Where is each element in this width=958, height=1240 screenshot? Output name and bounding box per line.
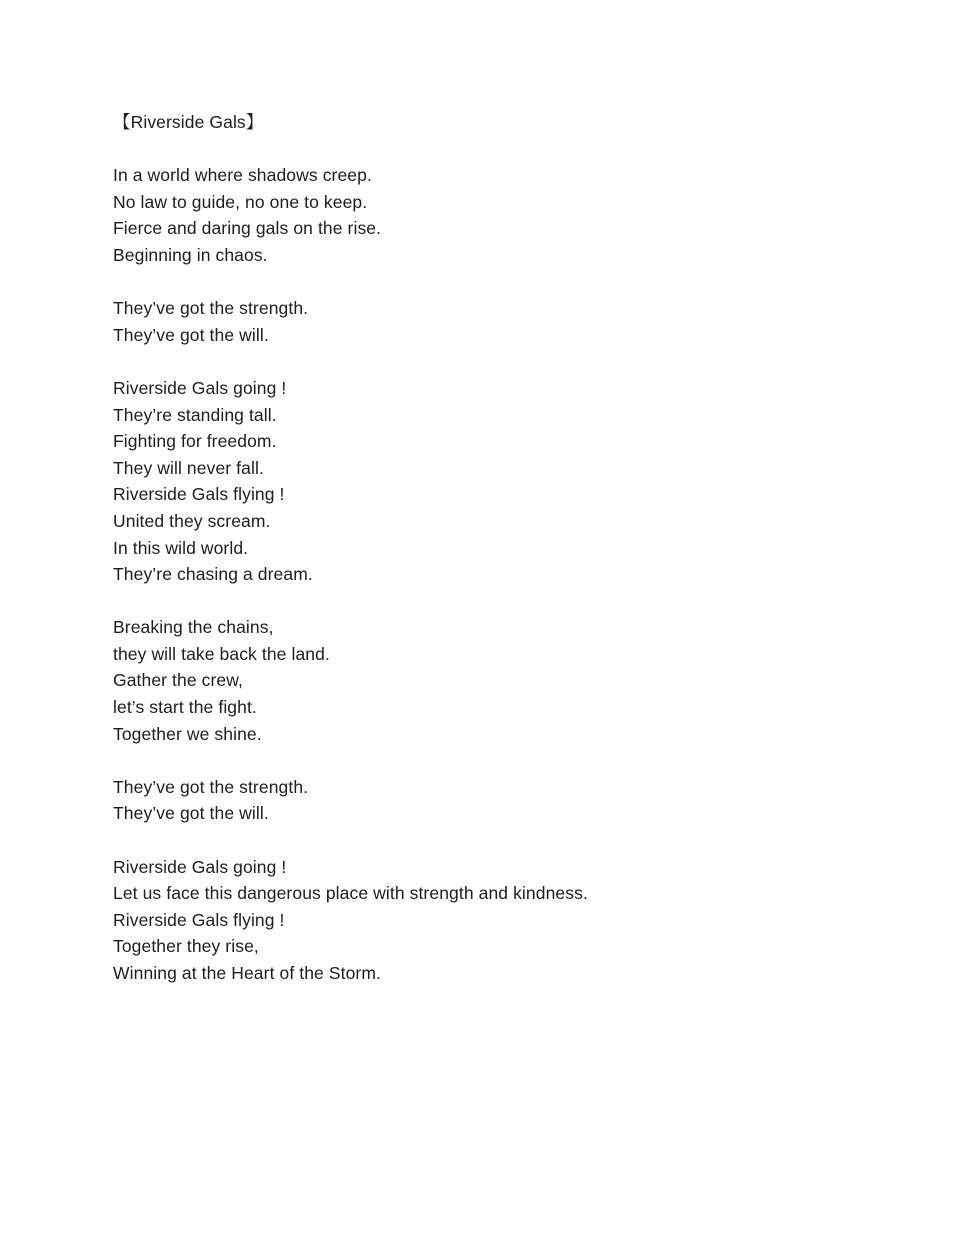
stanza-4 [113,614,913,747]
lyric-line: In a world where shadows creep. [113,165,372,186]
lyric-line: In this wild world. [113,537,249,558]
stanza-gap [113,348,913,375]
lyric-line: They’ve got the will. [113,803,269,824]
lyric-line: Riverside Gals flying ! [113,909,285,930]
stanza-gap [113,747,913,774]
document-title: 【Riverside Gals】 [113,112,264,132]
lyric-line: Riverside Gals going ! [113,856,287,877]
stanza-gap [113,827,913,854]
stanza-1 [113,162,913,268]
stanza-5 [113,774,913,827]
lyric-line: They’re standing tall. [113,404,277,425]
stanza-6 [113,854,913,987]
lyric-line: They’re chasing a dream. [113,564,313,585]
stanza-gap [113,588,913,615]
lyric-line: Riverside Gals flying ! [113,484,285,505]
lyric-line: they will take back the land. [113,643,330,664]
stanza-2 [113,295,913,348]
lyric-line: Beginning in chaos. [113,244,268,265]
lyric-line: Winning at the Heart of the Storm. [113,963,381,983]
lyric-line: Together they rise, [113,936,259,957]
stanza-3 [113,375,913,588]
lyric-line: Let us face this dangerous place with strength and kindness. [113,883,588,904]
lyric-line: United they scream. [113,510,271,531]
stanza-gap [113,136,913,163]
stanza-gap [113,269,913,296]
lyric-line: let’s start the fight. [113,697,257,718]
lyric-line: They’ve got the strength. [113,776,309,797]
lyric-line: Riverside Gals going ! [113,377,287,398]
lyric-line: Breaking the chains, [113,617,274,638]
lyric-line: Together we shine. [113,723,262,744]
lyric-line: They’ve got the strength. [113,298,309,319]
lyric-line: They will never fall. [113,457,264,478]
lyric-line: Gather the crew, [113,670,243,691]
lyrics-body [113,109,913,987]
lyric-line: No law to guide, no one to keep. [113,191,368,212]
lyric-line: Fighting for freedom. [113,431,277,452]
lyric-line: Fierce and daring gals on the rise. [113,218,382,239]
lyric-line: They’ve got the will. [113,324,269,345]
